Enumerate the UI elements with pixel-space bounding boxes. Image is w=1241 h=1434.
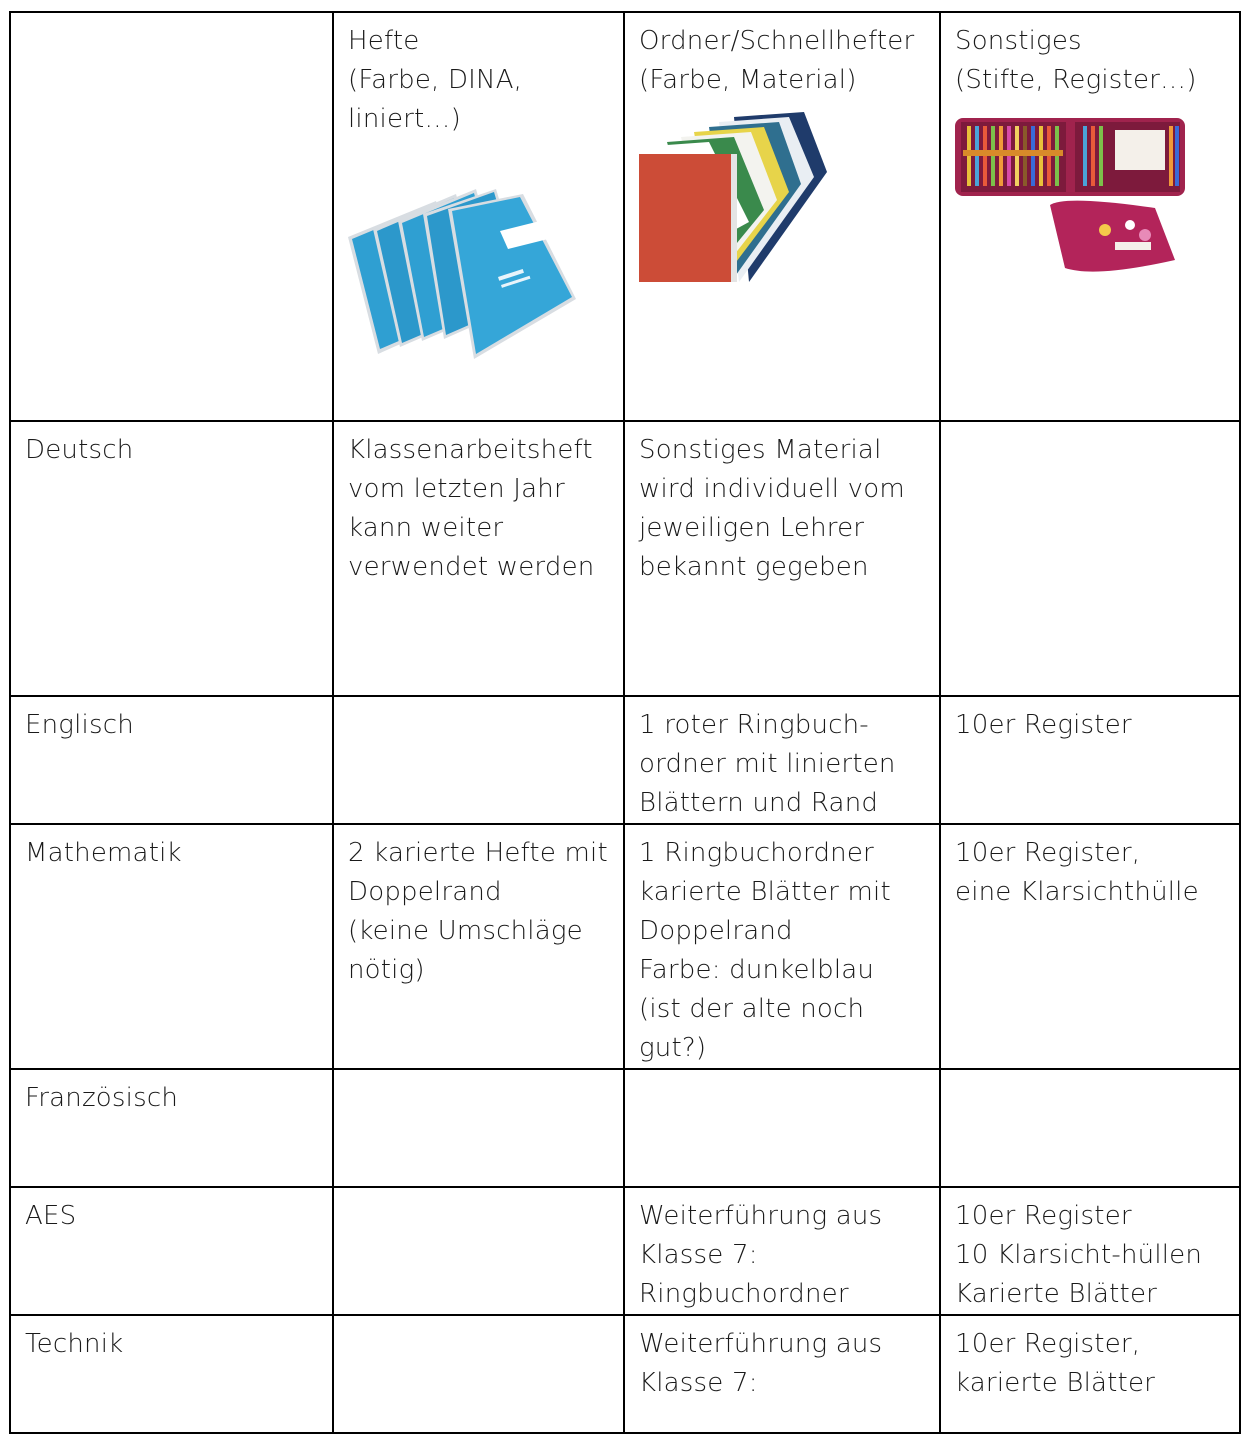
subject-label: Technik bbox=[25, 1329, 124, 1359]
cell-text: karierte Blätter bbox=[955, 1368, 1156, 1398]
sonstiges-cell bbox=[940, 421, 1240, 696]
subject-cell bbox=[10, 1315, 333, 1433]
cell-text: Klassenarbeitsheft bbox=[348, 435, 593, 465]
sonstiges-cell bbox=[940, 696, 1240, 824]
cell-text: Sonstiges Material bbox=[639, 435, 882, 465]
ordner-cell bbox=[624, 1187, 940, 1315]
cell-text: Doppelrand bbox=[639, 916, 793, 946]
subject-label: Englisch bbox=[25, 710, 134, 740]
ordner-cell bbox=[624, 824, 940, 1069]
hefte-cell bbox=[333, 1187, 624, 1315]
header-cell-ordner bbox=[624, 12, 940, 421]
hefte-cell bbox=[333, 421, 624, 696]
pencil-case-image bbox=[955, 110, 1225, 287]
header-cell-sonstiges bbox=[940, 12, 1240, 421]
cell-text: gut?) bbox=[639, 1033, 707, 1063]
table-row bbox=[10, 1069, 1240, 1187]
hefte-cell bbox=[333, 1069, 624, 1187]
cell-text: ordner mit linierten bbox=[639, 749, 896, 779]
cell-text: 1 roter Ringbuch- bbox=[639, 710, 869, 740]
hefte-cell bbox=[333, 1315, 624, 1433]
cell-text: eine Klarsichthülle bbox=[955, 877, 1199, 907]
table-row bbox=[10, 824, 1240, 1069]
cell-text: Weiterführung aus bbox=[639, 1329, 883, 1359]
header-cell-hefte bbox=[333, 12, 624, 421]
subject-cell bbox=[10, 421, 333, 696]
cell-text: Farbe: dunkelblau bbox=[639, 955, 875, 985]
cell-text: kann weiter bbox=[348, 513, 504, 543]
cell-text: verwendet werden bbox=[348, 552, 595, 582]
cell-text: karierte Blätter mit bbox=[639, 877, 891, 907]
sonstiges-cell bbox=[940, 824, 1240, 1069]
cell-text: 10er Register, bbox=[955, 838, 1141, 868]
subject-cell bbox=[10, 824, 333, 1069]
materials-table bbox=[9, 11, 1241, 1434]
cell-text: Ringbuchordner bbox=[639, 1279, 849, 1309]
cell-text: 10er Register, bbox=[955, 1329, 1141, 1359]
header-text: Sonstiges bbox=[955, 26, 1082, 56]
colored-folders-image bbox=[639, 112, 925, 309]
cell-text: Blättern und Rand bbox=[639, 788, 879, 818]
subject-label: Deutsch bbox=[25, 435, 134, 465]
ordner-cell bbox=[624, 1069, 940, 1187]
sonstiges-cell bbox=[940, 1315, 1240, 1433]
subject-label: AES bbox=[25, 1201, 77, 1231]
cell-text: wird individuell vom bbox=[639, 474, 905, 504]
table-row bbox=[10, 421, 1240, 696]
subject-cell bbox=[10, 696, 333, 824]
header-text: (Farbe, DINA, bbox=[348, 65, 523, 95]
cell-text: 10er Register bbox=[955, 1201, 1132, 1231]
header-text: (Stifte, Register…) bbox=[955, 65, 1197, 95]
cell-text: (keine Umschläge bbox=[348, 916, 583, 946]
cell-text: 10er Register bbox=[955, 710, 1132, 740]
cell-text: Karierte Blätter bbox=[955, 1279, 1158, 1309]
sonstiges-cell bbox=[940, 1069, 1240, 1187]
blue-notebooks-image bbox=[348, 189, 609, 376]
cell-text: nötig) bbox=[348, 955, 425, 985]
cell-text: Weiterführung aus bbox=[639, 1201, 883, 1231]
header-text: liniert…) bbox=[348, 104, 461, 134]
header-row bbox=[10, 12, 1240, 421]
ordner-cell bbox=[624, 696, 940, 824]
table-row bbox=[10, 1315, 1240, 1433]
hefte-cell bbox=[333, 824, 624, 1069]
ordner-cell bbox=[624, 421, 940, 696]
header-cell-empty bbox=[10, 12, 333, 421]
table-row bbox=[10, 1187, 1240, 1315]
hefte-cell bbox=[333, 696, 624, 824]
subject-label: Mathematik bbox=[25, 838, 182, 868]
cell-text: Klasse 7: bbox=[639, 1240, 758, 1270]
table-row bbox=[10, 696, 1240, 824]
sonstiges-cell bbox=[940, 1187, 1240, 1315]
cell-text: 2 karierte Hefte mit bbox=[348, 838, 608, 868]
subject-cell bbox=[10, 1069, 333, 1187]
subject-label: Französisch bbox=[25, 1083, 179, 1113]
cell-text: jeweiligen Lehrer bbox=[639, 513, 865, 543]
cell-text: vom letzten Jahr bbox=[348, 474, 565, 504]
cell-text: bekannt gegeben bbox=[639, 552, 869, 582]
cell-text: Doppelrand bbox=[348, 877, 502, 907]
cell-text: 10 Klarsicht-hüllen bbox=[955, 1240, 1203, 1270]
ordner-cell bbox=[624, 1315, 940, 1433]
cell-text: (ist der alte noch bbox=[639, 994, 865, 1024]
cell-text: Klasse 7: bbox=[639, 1368, 758, 1398]
cell-text: 1 Ringbuchordner bbox=[639, 838, 874, 868]
header-text: Ordner/Schnellhefter bbox=[639, 26, 915, 56]
header-text: (Farbe, Material) bbox=[639, 65, 857, 95]
header-text: Hefte bbox=[348, 26, 420, 56]
subject-cell bbox=[10, 1187, 333, 1315]
